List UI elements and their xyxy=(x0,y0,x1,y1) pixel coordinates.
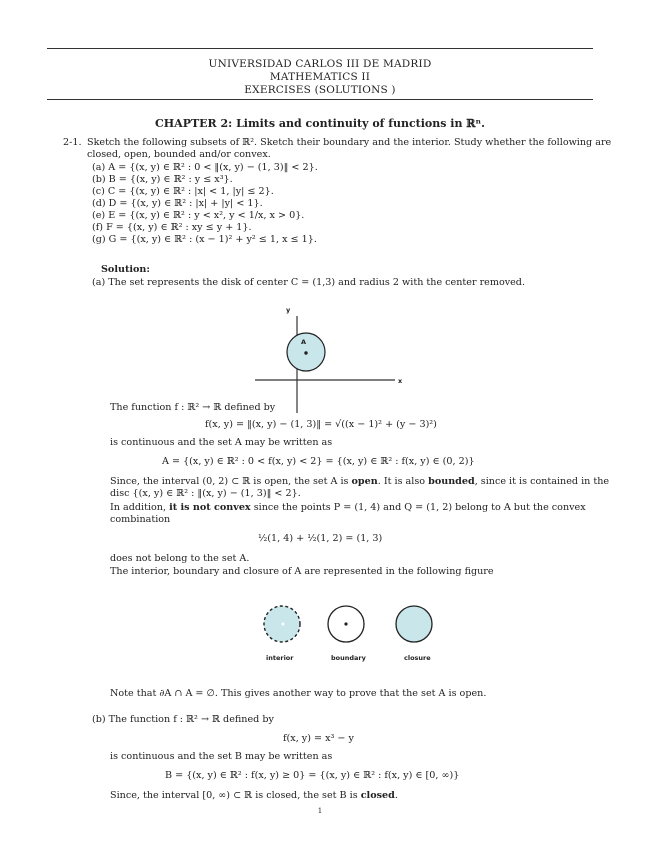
exercise-item-b: (b) B = {(x, y) ∈ ℝ² : y ≤ x³}. xyxy=(92,174,233,185)
disk-center-point xyxy=(304,351,307,354)
solution-heading: Solution: xyxy=(101,264,150,275)
exercise-item-f: (f) F = {(x, y) ∈ ℝ² : xy ≤ y + 1}. xyxy=(92,222,252,233)
solution-b-continuous: is continuous and the set B may be written as xyxy=(110,751,333,762)
exercise-item-g: (g) G = {(x, y) ∈ ℝ² : (x − 1)² + y² ≤ 1, x ≤ 1}. xyxy=(92,234,317,245)
addition-text-2: since the points P = (1, 4) and Q = (1, 2) belong to A but the convex xyxy=(253,502,586,513)
solution-b-since-line xyxy=(110,790,398,802)
interior-removed-center xyxy=(282,623,285,626)
since-text-1: Since, the interval (0, 2) ⊂ ℝ is open, the set A is xyxy=(110,476,349,487)
solution-a-convex-equation: ½(1, 4) + ½(1, 2) = (1, 3) xyxy=(258,533,383,544)
solution-a-disc: disc {(x, y) ∈ ℝ² : ‖(x, y) − (1, 3)‖ < 2}. xyxy=(110,488,301,499)
solution-a-note: Note that ∂A ∩ A = ∅. This gives another way to prove that the set A is open. xyxy=(110,688,487,699)
solution-b-intro: (b) The function f : ℝ² → ℝ defined by xyxy=(92,714,274,725)
document-subtitle: EXERCISES (SOLUTIONS ) xyxy=(244,84,396,96)
not-convex-term: it is not convex xyxy=(169,502,251,513)
exercise-number: 2-1. xyxy=(63,137,82,148)
solution-a-continuous: is continuous and the set A may be written as xyxy=(110,437,333,448)
solution-a-since-line xyxy=(110,476,609,488)
exercise-item-a: (a) A = {(x, y) ∈ ℝ² : 0 < ‖(x, y) − (1, 3)‖ < 2}. xyxy=(92,162,318,173)
course-name: MATHEMATICS II xyxy=(269,71,371,83)
interior-boundary-closure-figure xyxy=(255,600,445,650)
solution-a-formula: f(x, y) = ‖(x, y) − (1, 3)‖ = √((x − 1)² + (y − 3)²) xyxy=(205,419,437,430)
y-axis-label: y xyxy=(286,306,291,314)
solution-b-set: B = {(x, y) ∈ ℝ² : f(x, y) ≥ 0} = {(x, y) ∈ ℝ² : f(x, y) ∈ [0, ∞)} xyxy=(165,770,460,781)
solution-a-intro: (a) The set represents the disk of center C = (1,3) and radius 2 with the center removed. xyxy=(92,277,526,288)
exercise-item-e: (e) E = {(x, y) ∈ ℝ² : y < x², y < 1/x, x > 0}. xyxy=(92,210,305,221)
interior-label: interior xyxy=(266,654,294,662)
solution-a-set: A = {(x, y) ∈ ℝ² : 0 < f(x, y) < 2} = {(x, y) ∈ ℝ² : f(x, y) ∈ (0, 2)} xyxy=(162,456,475,467)
open-term: open xyxy=(351,476,378,487)
closure-label: closure xyxy=(404,654,431,662)
solution-a-convex-line xyxy=(110,502,586,514)
closed-term: closed xyxy=(360,790,395,801)
point-a-label: A xyxy=(301,338,307,346)
university-name: UNIVERSIDAD CARLOS III DE MADRID xyxy=(208,58,432,70)
boundary-center-point xyxy=(344,622,347,625)
closure-disk xyxy=(396,606,432,642)
header-bottom-rule xyxy=(47,99,593,100)
exercise-item-c: (c) C = {(x, y) ∈ ℝ² : |x| < 1, |y| ≤ 2}. xyxy=(92,186,274,197)
addition-text-1: In addition, xyxy=(110,502,167,513)
solution-b-formula: f(x, y) = x³ − y xyxy=(283,733,354,744)
since-text-3: , since it is contained in the xyxy=(474,476,610,487)
bounded-term: bounded xyxy=(428,476,475,487)
exercise-statement-line2: closed, open, bounded and/or convex. xyxy=(87,149,271,160)
since-text-2: . It is also xyxy=(377,476,426,487)
b-since-text-2: . xyxy=(394,790,398,801)
x-axis-label: x xyxy=(398,377,403,385)
page-number: 1 xyxy=(317,807,323,815)
solution-a-not-belong: does not belong to the set A. xyxy=(110,553,250,564)
solution-a-interior-text: The interior, boundary and closure of A are represented in the following figure xyxy=(110,566,494,577)
header-top-rule xyxy=(47,48,593,49)
b-since-text-1: Since, the interval [0, ∞) ⊂ ℝ is closed, the set B is xyxy=(110,790,358,801)
solution-a-function: The function f : ℝ² → ℝ defined by xyxy=(110,402,276,413)
boundary-label: boundary xyxy=(331,654,366,662)
exercise-statement-line1: Sketch the following subsets of ℝ². Sketch their boundary and the interior. Study whether the following are xyxy=(87,137,612,148)
solution-a-combination: combination xyxy=(110,514,171,525)
exercise-item-d: (d) D = {(x, y) ∈ ℝ² : |x| + |y| < 1}. xyxy=(92,198,263,209)
chapter-title: CHAPTER 2: Limits and continuity of functions in ℝⁿ. xyxy=(155,117,485,130)
